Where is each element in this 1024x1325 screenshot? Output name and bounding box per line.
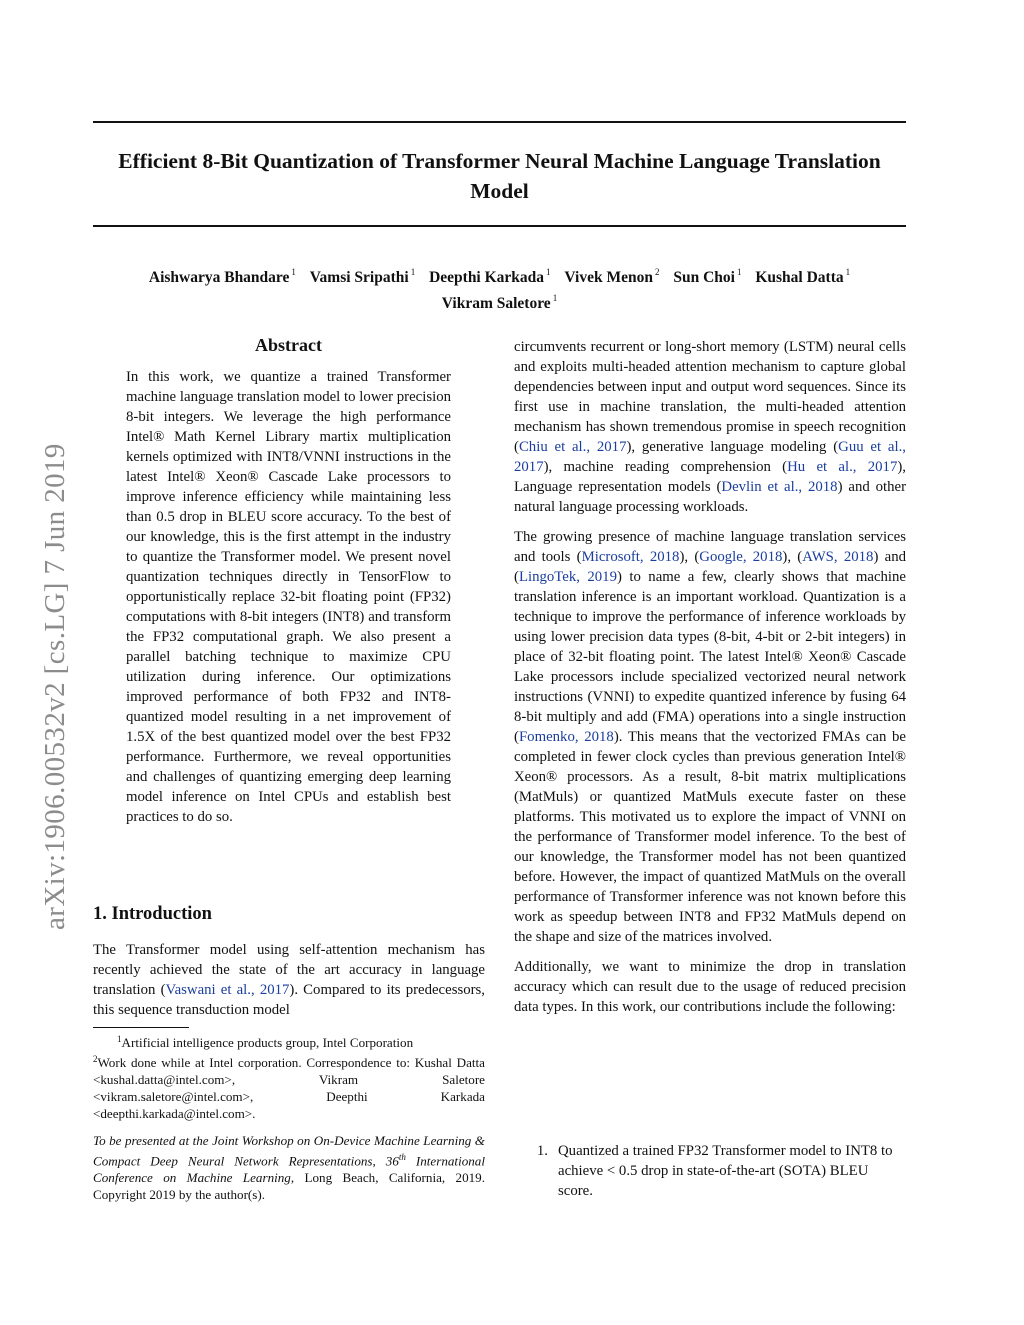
abstract-heading: Abstract bbox=[255, 335, 322, 355]
venue-note: To be presented at the Joint Workshop on On-Device Machine Learning & Compact Deep Neural Network Representations, 36th International Conference on Machine Learning, Long Beach, California, 2019. Copyright 2019 by the author(s). bbox=[93, 1133, 485, 1203]
footnotes bbox=[93, 1031, 485, 1122]
citation-link[interactable]: Hu et al., 2017 bbox=[787, 459, 898, 475]
contributions-list bbox=[514, 1141, 906, 1201]
citation-link[interactable]: Guu et al., 2017 bbox=[514, 439, 906, 475]
paper-title: Efficient 8-Bit Quantization of Transformer Neural Machine Language Translation Model bbox=[118, 149, 881, 203]
list-item-text: Quantized a trained FP32 Transformer model to INT8 to achieve < 0.5 drop in state-of-the-art (SOTA) BLEU score. bbox=[558, 1143, 893, 1199]
arxiv-identifier: arXiv:1906.00532v2 [cs.LG] 7 Jun 2019 bbox=[39, 443, 71, 930]
list-item-number: 1. bbox=[536, 1143, 548, 1159]
author: Sun Choi $^1$ bbox=[673, 267, 742, 286]
footnote-divider bbox=[93, 1027, 189, 1028]
citation-link[interactable]: Fomenko, 2018 bbox=[518, 729, 614, 745]
citation-link[interactable]: Vaswani et al., 2017 bbox=[165, 982, 290, 998]
intro-paragraph-continued: circumvents recurrent or long-short memory (LSTM) neural cells and exploits multi-headed attention mechanism to capture global dependencies between input and output word sequences. Since its first use in machine translation, the multi-headed attention mechanism has shown tremendous promise in speech recognition (Chiu et al., 2017), generative language modeling (Guu et al., 2017), machine reading comprehension (Hu et al., 2017), Language representation models (Devlin et al., 2018) and other natural language processing workloads. bbox=[514, 339, 906, 515]
quantization-paragraph: The growing presence of machine language translation services and tools (Microsoft, 2018), (Google, 2018), (AWS, 2018) and (LingoTek, 2019) to name a few, clearly shows that machine translation inference is an important workload. Quantization is a technique to improve the performance of inference workloads by using lower precision data types (8-bit, 4-bit or 2-bit integers) in place of 32-bit floating point. The latest Intel® Xeon® Cascade Lake processors include specialized vectorized neural network instructions (VNNI) to expedite quantized inference by fusing 64 8-bit multiply and add (FMA) operations into a single instruction (Fomenko, 2018). This means that the vectorized FMAs can be completed in fewer clock cycles than previous generation Intel® Xeon® processors. As a result, 8-bit matrix multiplications (MatMuls) or quantized MatMuls execute faster on these platforms. This motivated us to explore the impact of VNNI on the performance of Transformer model inference. To the best of our knowledge, the Transformer model has not been quantized before. However, the impact of quantized MatMuls on the overall performance of Transformer inference was not known before this work as speedup between INT8 and FP32 MatMuls depend on the shape and size of the matrices involved. bbox=[514, 529, 906, 945]
footnote-affiliation: $^1$Artificial intelligence products group, Intel Corporation bbox=[117, 1034, 414, 1050]
author: Kushal Datta $^1$ bbox=[755, 267, 851, 286]
section-heading-introduction: 1. Introduction bbox=[93, 904, 212, 924]
intro-paragraph: The Transformer model using self-attention mechanism has recently achieved the state of the art accuracy in language translation (Vaswani et al., 2017). Compared to its predecessors, this sequence transduction model bbox=[93, 942, 485, 1018]
author: Vamsi Sripathi $^1$ bbox=[309, 267, 416, 286]
citation-link[interactable]: Google, 2018 bbox=[699, 549, 783, 565]
list-item bbox=[514, 1141, 906, 1201]
contributions-intro-paragraph: Additionally, we want to minimize the drop in translation accuracy which can result due to the usage of reduced precision data types. In this work, our contributions include the following: bbox=[514, 959, 906, 1015]
abstract-text: In this work, we quantize a trained Transformer machine language translation model to lower precision 8-bit integers. We leverage the high performance Intel® Math Kernel Library martix multiplication kernels optimized with INT8/VNNI instructions in the latest Intel® Xeon® Cascade Lake processors to improve inference efficiency while maintaining less than 0.5 drop in BLEU score accuracy. To the best of our knowledge, this is the first attempt in the industry to quantize the Transformer model. We present novel quantization techniques directly in TensorFlow to opportunistically replace 32-bit floating point (FP32) computations with 8-bit integers (INT8) and transform the FP32 computational graph. We also present a parallel batching technique to maximize CPU utilization during inference. Our optimizations improved performance of both FP32 and INT8-quantized model resulting in a net improvement of 1.5X of the best quantized model over the best FP32 performance. Furthermore, we reveal opportunities and challenges of quantizing emerging deep learning model inference on Intel CPUs and establish best practices to do so. bbox=[126, 369, 451, 825]
author-list bbox=[93, 262, 906, 314]
footnote-correspondence: $^2$Work done while at Intel corporation. Correspondence to: Kushal Datta <kushal.datta@intel.com>, Vikram Saletore <vikram.saletore@intel.com>, Deepthi Karkada <deepthi.karkada@intel.com>. bbox=[93, 1054, 485, 1121]
author: Aishwarya Bhandare $^1$ bbox=[148, 267, 296, 286]
citation-link[interactable]: Devlin et al., 2018 bbox=[721, 479, 838, 495]
citation-link[interactable]: LingoTek, 2019 bbox=[518, 569, 617, 585]
citation-link[interactable]: AWS, 2018 bbox=[802, 549, 874, 565]
title-top-rule bbox=[93, 121, 906, 123]
author: Vivek Menon $^2$ bbox=[564, 267, 660, 286]
right-column bbox=[514, 337, 906, 1017]
citation-link[interactable]: Chiu et al., 2017 bbox=[518, 439, 627, 455]
author: Vikram Saletore $^1$ bbox=[441, 293, 558, 312]
author: Deepthi Karkada $^1$ bbox=[429, 267, 551, 286]
title-bottom-rule bbox=[93, 225, 906, 227]
citation-link[interactable]: Microsoft, 2018 bbox=[581, 549, 680, 565]
